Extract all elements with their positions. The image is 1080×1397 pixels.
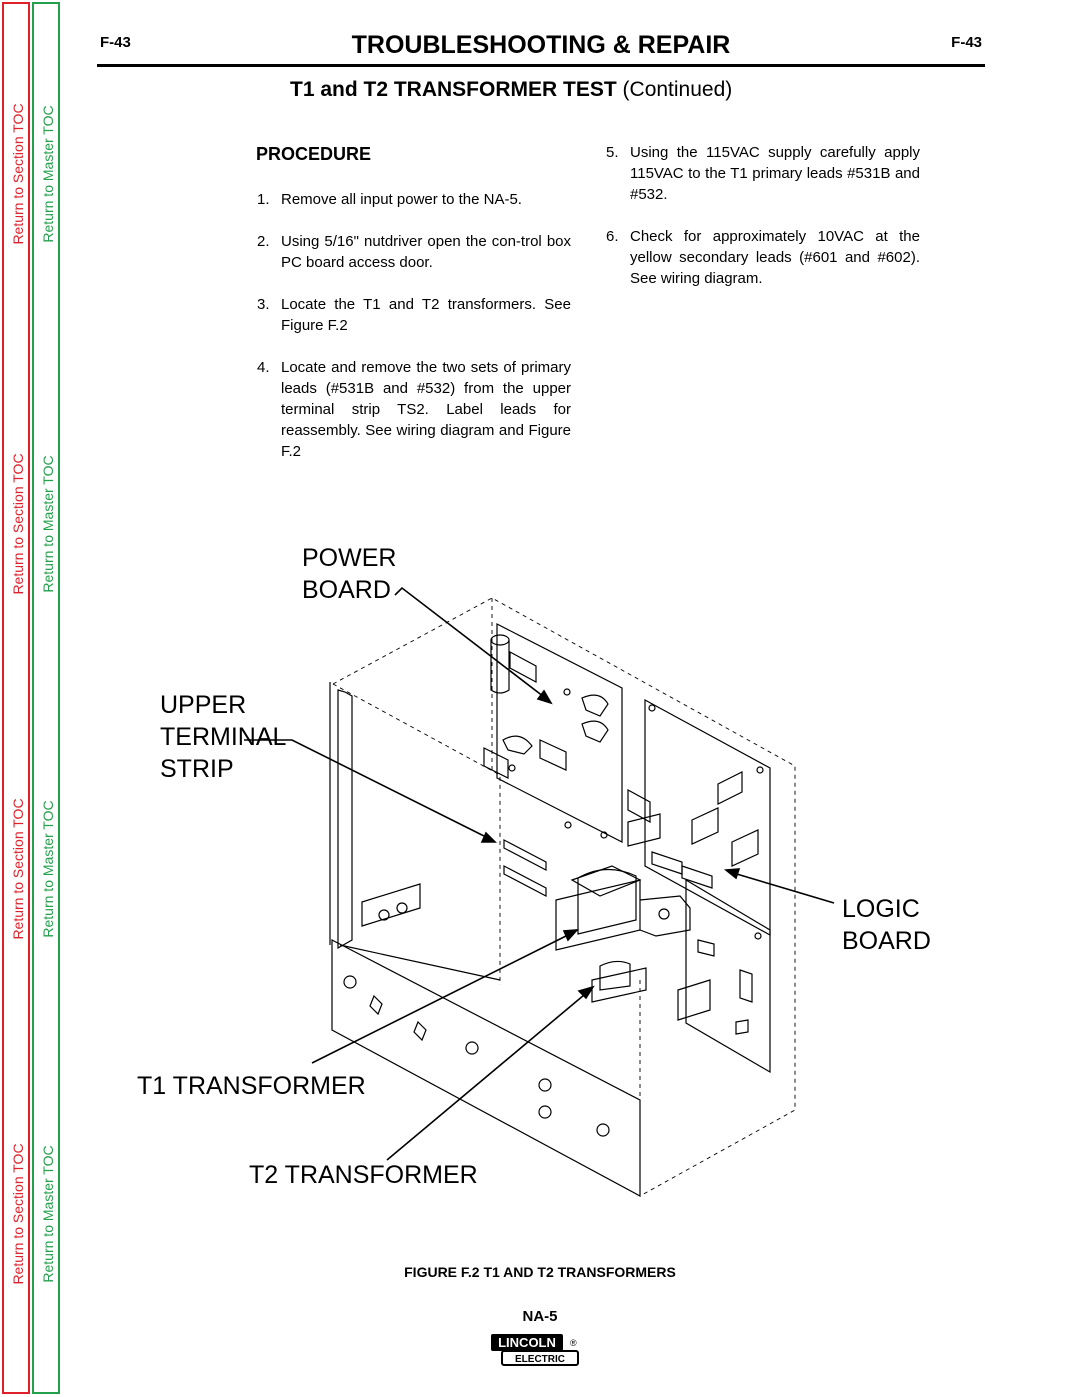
return-to-section-toc-link-2[interactable]: Return to Section TOC [10,453,26,595]
step-text: Locate and remove the two sets of primary leads (#531B and #532) from the upper terminal strip TS2. Label leads for reassembly. See wiring diagram and Figure F.2 [281,359,571,460]
step-number: 6. [606,228,619,245]
step-text: Locate the T1 and T2 transformers. See Figure F.2 [281,296,571,334]
page-number-left: F-43 [100,34,131,51]
step-text: Check for approximately 10VAC at the yellow secondary leads (#601 and #602). See wiring diagram. [630,228,920,287]
label-line: UPPER [160,691,247,719]
label-line: BOARD [302,576,391,604]
step-text: Using the 115VAC supply carefully apply 115VAC to the T1 primary leads #531B and #532. [630,144,920,203]
step-number: 2. [257,233,270,250]
label-line: TERMINAL [160,723,287,751]
lincoln-electric-logo [490,1333,582,1367]
return-to-section-toc-link-3[interactable]: Return to Section TOC [10,798,26,940]
step-text: Using 5/16" nutdriver open the con-trol box PC board access door. [281,233,571,271]
logo-lincoln-text: LINCOLN [498,1335,556,1350]
subtitle-main: T1 and T2 TRANSFORMER TEST [290,78,617,101]
label-t2-transformer: T2 TRANSFORMER [249,1161,478,1189]
logo-electric-text: ELECTRIC [515,1354,565,1365]
step-text: Remove all input power to the NA-5. [281,191,522,208]
label-line: POWER [302,544,397,572]
model-number: NA-5 [522,1308,558,1325]
label-line: BOARD [842,927,931,955]
step-number: 5. [606,144,619,161]
subtitle-continued: (Continued) [622,78,733,101]
label-line: LOGIC [842,895,920,923]
label-t1-transformer: T1 TRANSFORMER [137,1072,366,1100]
return-to-master-toc-link-1[interactable]: Return to Master TOC [40,105,56,243]
page-number-right: F-43 [951,34,982,51]
logo-registered-mark: ® [570,1338,577,1348]
procedure-heading: PROCEDURE [256,144,372,164]
page-title: TROUBLESHOOTING & REPAIR [351,31,731,59]
return-to-section-toc-link-1[interactable]: Return to Section TOC [10,103,26,245]
figure-caption: FIGURE F.2 T1 AND T2 TRANSFORMERS [404,1264,676,1280]
return-to-section-toc-link-4[interactable]: Return to Section TOC [10,1143,26,1285]
return-to-master-toc-link-4[interactable]: Return to Master TOC [40,1145,56,1283]
return-to-master-toc-link-2[interactable]: Return to Master TOC [40,455,56,593]
step-number: 1. [257,191,270,208]
step-number: 4. [257,359,270,376]
return-to-master-toc-link-3[interactable]: Return to Master TOC [40,800,56,938]
label-line: STRIP [160,755,234,783]
step-number: 3. [257,296,270,313]
